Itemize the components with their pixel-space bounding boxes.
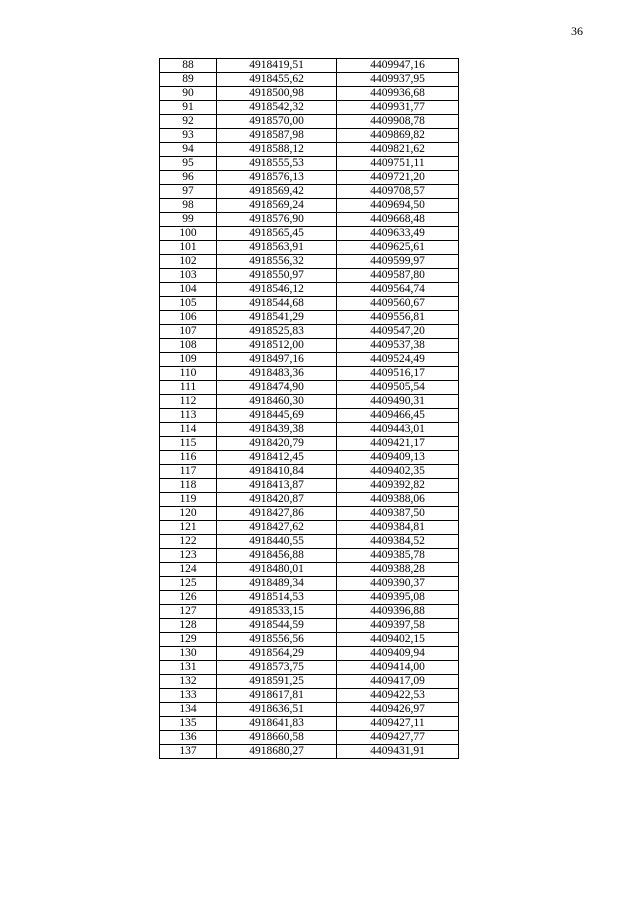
- y-coordinate-cell: 4409443,01: [337, 423, 459, 437]
- point-number-cell: 89: [160, 73, 217, 87]
- x-coordinate-cell: 4918489,34: [217, 577, 337, 591]
- table-row: [160, 647, 459, 661]
- x-coordinate-cell: 4918555,53: [217, 157, 337, 171]
- x-coordinate-cell: 4918550,97: [217, 269, 337, 283]
- table-row: [160, 129, 459, 143]
- point-number-cell: 123: [160, 549, 217, 563]
- table-row: [160, 143, 459, 157]
- table-row: [160, 395, 459, 409]
- table-row: [160, 297, 459, 311]
- point-number-cell: 119: [160, 493, 217, 507]
- table-row: [160, 59, 459, 73]
- x-coordinate-cell: 4918563,91: [217, 241, 337, 255]
- table-row: [160, 311, 459, 325]
- x-coordinate-cell: 4918500,98: [217, 87, 337, 101]
- point-number-cell: 132: [160, 675, 217, 689]
- y-coordinate-cell: 4409524,49: [337, 353, 459, 367]
- y-coordinate-cell: 4409547,20: [337, 325, 459, 339]
- table-row: [160, 731, 459, 745]
- point-number-cell: 104: [160, 283, 217, 297]
- x-coordinate-cell: 4918525,83: [217, 325, 337, 339]
- y-coordinate-cell: 4409421,17: [337, 437, 459, 451]
- x-coordinate-cell: 4918588,12: [217, 143, 337, 157]
- point-number-cell: 129: [160, 633, 217, 647]
- x-coordinate-cell: 4918556,56: [217, 633, 337, 647]
- x-coordinate-cell: 4918512,00: [217, 339, 337, 353]
- table-row: [160, 465, 459, 479]
- point-number-cell: 114: [160, 423, 217, 437]
- point-number-cell: 100: [160, 227, 217, 241]
- table-row: [160, 199, 459, 213]
- table-row: [160, 521, 459, 535]
- point-number-cell: 94: [160, 143, 217, 157]
- x-coordinate-cell: 4918419,51: [217, 59, 337, 73]
- x-coordinate-cell: 4918541,29: [217, 311, 337, 325]
- x-coordinate-cell: 4918483,36: [217, 367, 337, 381]
- point-number-cell: 88: [160, 59, 217, 73]
- point-number-cell: 103: [160, 269, 217, 283]
- x-coordinate-cell: 4918587,98: [217, 129, 337, 143]
- y-coordinate-cell: 4409625,61: [337, 241, 459, 255]
- y-coordinate-cell: 4409396,88: [337, 605, 459, 619]
- point-number-cell: 131: [160, 661, 217, 675]
- x-coordinate-cell: 4918420,79: [217, 437, 337, 451]
- point-number-cell: 97: [160, 185, 217, 199]
- table-row: [160, 73, 459, 87]
- point-number-cell: 112: [160, 395, 217, 409]
- x-coordinate-cell: 4918533,15: [217, 605, 337, 619]
- x-coordinate-cell: 4918641,83: [217, 717, 337, 731]
- x-coordinate-cell: 4918576,90: [217, 213, 337, 227]
- point-number-cell: 117: [160, 465, 217, 479]
- point-number-cell: 102: [160, 255, 217, 269]
- point-number-cell: 108: [160, 339, 217, 353]
- x-coordinate-cell: 4918576,13: [217, 171, 337, 185]
- x-coordinate-cell: 4918480,01: [217, 563, 337, 577]
- x-coordinate-cell: 4918569,42: [217, 185, 337, 199]
- page-number: 36: [571, 24, 583, 38]
- point-number-cell: 95: [160, 157, 217, 171]
- point-number-cell: 120: [160, 507, 217, 521]
- point-number-cell: 107: [160, 325, 217, 339]
- x-coordinate-cell: 4918460,30: [217, 395, 337, 409]
- table-row: [160, 717, 459, 731]
- point-number-cell: 135: [160, 717, 217, 731]
- table-row: [160, 745, 459, 759]
- y-coordinate-cell: 4409947,16: [337, 59, 459, 73]
- point-number-cell: 118: [160, 479, 217, 493]
- y-coordinate-cell: 4409587,80: [337, 269, 459, 283]
- coordinates-table-body: [160, 59, 459, 759]
- point-number-cell: 109: [160, 353, 217, 367]
- point-number-cell: 128: [160, 619, 217, 633]
- table-row: [160, 507, 459, 521]
- x-coordinate-cell: 4918544,59: [217, 619, 337, 633]
- point-number-cell: 90: [160, 87, 217, 101]
- y-coordinate-cell: 4409821,62: [337, 143, 459, 157]
- y-coordinate-cell: 4409426,97: [337, 703, 459, 717]
- x-coordinate-cell: 4918660,58: [217, 731, 337, 745]
- table-row: [160, 157, 459, 171]
- y-coordinate-cell: 4409402,15: [337, 633, 459, 647]
- x-coordinate-cell: 4918556,32: [217, 255, 337, 269]
- point-number-cell: 113: [160, 409, 217, 423]
- y-coordinate-cell: 4409599,97: [337, 255, 459, 269]
- point-number-cell: 125: [160, 577, 217, 591]
- y-coordinate-cell: 4409390,37: [337, 577, 459, 591]
- y-coordinate-cell: 4409751,11: [337, 157, 459, 171]
- y-coordinate-cell: 4409388,06: [337, 493, 459, 507]
- y-coordinate-cell: 4409402,35: [337, 465, 459, 479]
- point-number-cell: 101: [160, 241, 217, 255]
- y-coordinate-cell: 4409427,11: [337, 717, 459, 731]
- y-coordinate-cell: 4409414,00: [337, 661, 459, 675]
- table-row: [160, 255, 459, 269]
- x-coordinate-cell: 4918544,68: [217, 297, 337, 311]
- table-row: [160, 535, 459, 549]
- y-coordinate-cell: 4409387,50: [337, 507, 459, 521]
- table-row: [160, 451, 459, 465]
- point-number-cell: 93: [160, 129, 217, 143]
- point-number-cell: 134: [160, 703, 217, 717]
- table-row: [160, 87, 459, 101]
- point-number-cell: 127: [160, 605, 217, 619]
- y-coordinate-cell: 4409708,57: [337, 185, 459, 199]
- y-coordinate-cell: 4409537,38: [337, 339, 459, 353]
- y-coordinate-cell: 4409466,45: [337, 409, 459, 423]
- y-coordinate-cell: 4409937,95: [337, 73, 459, 87]
- table-row: [160, 269, 459, 283]
- table-row: [160, 325, 459, 339]
- table-row: [160, 115, 459, 129]
- coordinates-table: [159, 58, 459, 759]
- table-row: [160, 703, 459, 717]
- y-coordinate-cell: 4409931,77: [337, 101, 459, 115]
- x-coordinate-cell: 4918573,75: [217, 661, 337, 675]
- table-row: [160, 409, 459, 423]
- y-coordinate-cell: 4409384,81: [337, 521, 459, 535]
- x-coordinate-cell: 4918427,62: [217, 521, 337, 535]
- y-coordinate-cell: 4409388,28: [337, 563, 459, 577]
- point-number-cell: 121: [160, 521, 217, 535]
- x-coordinate-cell: 4918410,84: [217, 465, 337, 479]
- point-number-cell: 91: [160, 101, 217, 115]
- table-row: [160, 241, 459, 255]
- table-row: [160, 605, 459, 619]
- table-row: [160, 577, 459, 591]
- x-coordinate-cell: 4918413,87: [217, 479, 337, 493]
- y-coordinate-cell: 4409564,74: [337, 283, 459, 297]
- x-coordinate-cell: 4918542,32: [217, 101, 337, 115]
- point-number-cell: 116: [160, 451, 217, 465]
- y-coordinate-cell: 4409633,49: [337, 227, 459, 241]
- table-row: [160, 493, 459, 507]
- table-row: [160, 339, 459, 353]
- table-row: [160, 675, 459, 689]
- point-number-cell: 110: [160, 367, 217, 381]
- y-coordinate-cell: 4409384,52: [337, 535, 459, 549]
- x-coordinate-cell: 4918680,27: [217, 745, 337, 759]
- y-coordinate-cell: 4409392,82: [337, 479, 459, 493]
- y-coordinate-cell: 4409694,50: [337, 199, 459, 213]
- x-coordinate-cell: 4918440,55: [217, 535, 337, 549]
- table-row: [160, 171, 459, 185]
- point-number-cell: 111: [160, 381, 217, 395]
- y-coordinate-cell: 4409936,68: [337, 87, 459, 101]
- y-coordinate-cell: 4409516,17: [337, 367, 459, 381]
- y-coordinate-cell: 4409422,53: [337, 689, 459, 703]
- y-coordinate-cell: 4409395,08: [337, 591, 459, 605]
- point-number-cell: 115: [160, 437, 217, 451]
- y-coordinate-cell: 4409869,82: [337, 129, 459, 143]
- y-coordinate-cell: 4409490,31: [337, 395, 459, 409]
- table-row: [160, 423, 459, 437]
- x-coordinate-cell: 4918617,81: [217, 689, 337, 703]
- y-coordinate-cell: 4409560,67: [337, 297, 459, 311]
- table-row: [160, 381, 459, 395]
- point-number-cell: 126: [160, 591, 217, 605]
- y-coordinate-cell: 4409556,81: [337, 311, 459, 325]
- table-row: [160, 661, 459, 675]
- y-coordinate-cell: 4409721,20: [337, 171, 459, 185]
- y-coordinate-cell: 4409668,48: [337, 213, 459, 227]
- table-row: [160, 689, 459, 703]
- point-number-cell: 130: [160, 647, 217, 661]
- x-coordinate-cell: 4918564,29: [217, 647, 337, 661]
- x-coordinate-cell: 4918565,45: [217, 227, 337, 241]
- table-row: [160, 619, 459, 633]
- x-coordinate-cell: 4918514,53: [217, 591, 337, 605]
- x-coordinate-cell: 4918445,69: [217, 409, 337, 423]
- point-number-cell: 98: [160, 199, 217, 213]
- x-coordinate-cell: 4918497,16: [217, 353, 337, 367]
- x-coordinate-cell: 4918412,45: [217, 451, 337, 465]
- table-row: [160, 367, 459, 381]
- y-coordinate-cell: 4409431,91: [337, 745, 459, 759]
- x-coordinate-cell: 4918591,25: [217, 675, 337, 689]
- point-number-cell: 99: [160, 213, 217, 227]
- x-coordinate-cell: 4918636,51: [217, 703, 337, 717]
- table-row: [160, 353, 459, 367]
- point-number-cell: 105: [160, 297, 217, 311]
- y-coordinate-cell: 4409417,09: [337, 675, 459, 689]
- table-row: [160, 549, 459, 563]
- table-row: [160, 185, 459, 199]
- table-row: [160, 437, 459, 451]
- x-coordinate-cell: 4918474,90: [217, 381, 337, 395]
- point-number-cell: 122: [160, 535, 217, 549]
- point-number-cell: 124: [160, 563, 217, 577]
- table-row: [160, 633, 459, 647]
- point-number-cell: 136: [160, 731, 217, 745]
- y-coordinate-cell: 4409409,13: [337, 451, 459, 465]
- x-coordinate-cell: 4918439,38: [217, 423, 337, 437]
- table-row: [160, 227, 459, 241]
- point-number-cell: 133: [160, 689, 217, 703]
- table-row: [160, 283, 459, 297]
- point-number-cell: 106: [160, 311, 217, 325]
- y-coordinate-cell: 4409397,58: [337, 619, 459, 633]
- table-row: [160, 591, 459, 605]
- y-coordinate-cell: 4409505,54: [337, 381, 459, 395]
- x-coordinate-cell: 4918456,88: [217, 549, 337, 563]
- x-coordinate-cell: 4918427,86: [217, 507, 337, 521]
- y-coordinate-cell: 4409409,94: [337, 647, 459, 661]
- x-coordinate-cell: 4918570,00: [217, 115, 337, 129]
- point-number-cell: 96: [160, 171, 217, 185]
- y-coordinate-cell: 4409908,78: [337, 115, 459, 129]
- point-number-cell: 137: [160, 745, 217, 759]
- table-row: [160, 563, 459, 577]
- point-number-cell: 92: [160, 115, 217, 129]
- y-coordinate-cell: 4409427,77: [337, 731, 459, 745]
- x-coordinate-cell: 4918569,24: [217, 199, 337, 213]
- table-row: [160, 213, 459, 227]
- x-coordinate-cell: 4918455,62: [217, 73, 337, 87]
- x-coordinate-cell: 4918546,12: [217, 283, 337, 297]
- table-row: [160, 479, 459, 493]
- table-row: [160, 101, 459, 115]
- x-coordinate-cell: 4918420,87: [217, 493, 337, 507]
- y-coordinate-cell: 4409385,78: [337, 549, 459, 563]
